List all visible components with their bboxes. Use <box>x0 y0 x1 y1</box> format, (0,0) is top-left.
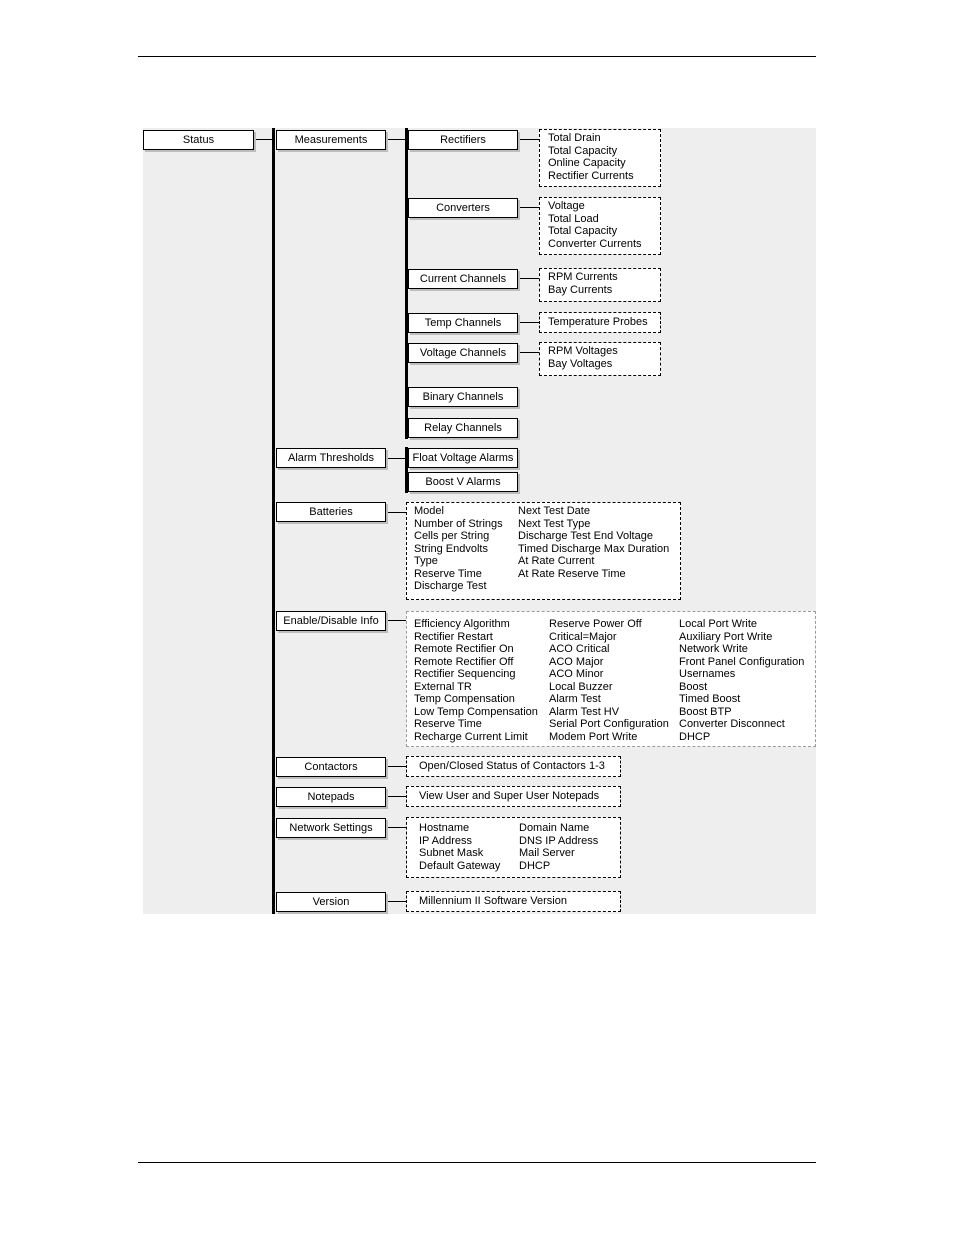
boost-v-alarms-node: Boost V Alarms <box>408 472 518 492</box>
detail-item: Boost BTP <box>679 705 732 718</box>
detail-item: Network Write <box>679 643 748 655</box>
detail-item: RPM Currents <box>548 271 618 283</box>
enable-disable-info-node: Enable/Disable Info <box>276 611 386 631</box>
connector <box>386 512 407 513</box>
network-settings-col2 <box>519 822 598 872</box>
detail-item: External TR <box>414 680 472 693</box>
detail-item: Bay Voltages <box>548 357 613 370</box>
batteries-details-col2 <box>518 505 669 580</box>
connector <box>386 796 407 797</box>
measurements-node: Measurements <box>276 130 386 150</box>
detail-item: Converter Disconnect <box>679 718 785 730</box>
detail-item: Total Drain <box>548 132 601 144</box>
version-node: Version <box>276 892 386 912</box>
float-voltage-alarms-node: Float Voltage Alarms <box>408 448 518 468</box>
detail-item: At Rate Current <box>518 555 595 567</box>
detail-item: Reserve Power Off <box>549 618 642 630</box>
detail-item: Rectifier Sequencing <box>414 668 516 680</box>
batteries-details <box>406 502 681 600</box>
detail-item: Alarm Test <box>549 693 601 705</box>
enable-disable-col1 <box>414 618 538 743</box>
voltage-channels-node: Voltage Channels <box>408 343 518 363</box>
detail-item: String Endvolts <box>414 542 488 555</box>
network-settings-node: Network Settings <box>276 818 386 838</box>
detail-item: Local Port Write <box>679 618 758 630</box>
detail-item: Voltage <box>548 200 585 212</box>
voltage-channels-details <box>539 342 661 376</box>
detail-item: Timed Discharge Max Duration <box>518 542 670 555</box>
detail-item: View User and Super User Notepads <box>419 790 600 803</box>
detail-item: At Rate Reserve Time <box>518 567 626 580</box>
detail-item: Subnet Mask <box>419 847 484 859</box>
detail-item: Low Temp Compensation <box>414 705 538 718</box>
connector <box>518 352 539 353</box>
detail-item: ACO Minor <box>549 668 604 680</box>
detail-item: Millennium II Software Version <box>419 895 567 908</box>
converters-details <box>539 197 661 255</box>
network-settings-details <box>406 817 621 878</box>
connector <box>518 207 539 208</box>
detail-item: Front Panel Configuration <box>679 655 805 668</box>
detail-item: Discharge Test End Voltage <box>518 530 653 542</box>
detail-item: Remote Rectifier Off <box>414 655 514 668</box>
detail-item: Remote Rectifier On <box>414 643 514 655</box>
detail-item: Serial Port Configuration <box>549 718 669 730</box>
detail-item: Model <box>414 505 444 517</box>
header-rule <box>138 56 816 57</box>
batteries-node: Batteries <box>276 502 386 522</box>
detail-item: Mail Server <box>519 847 575 859</box>
batteries-details-col1 <box>414 505 503 593</box>
detail-item: Temp Compensation <box>414 693 515 705</box>
contactors-node: Contactors <box>276 757 386 777</box>
detail-item: Open/Closed Status of Contactors 1-3 <box>419 760 605 773</box>
enable-disable-details <box>406 611 816 747</box>
connector <box>386 766 407 767</box>
detail-item: Next Test Type <box>518 517 591 530</box>
detail-item: Hostname <box>419 822 470 834</box>
detail-item: Total Capacity <box>548 144 618 157</box>
detail-item: Next Test Date <box>518 505 590 517</box>
detail-item: Modem Port Write <box>549 730 638 743</box>
connector <box>386 458 406 459</box>
detail-item: Type <box>414 555 438 567</box>
alarm-thresholds-node: Alarm Thresholds <box>276 448 386 468</box>
rectifiers-node: Rectifiers <box>408 130 518 150</box>
detail-item: Discharge Test <box>414 580 487 592</box>
enable-disable-col2 <box>549 618 669 743</box>
detail-item: IP Address <box>419 834 472 847</box>
connector <box>386 901 407 902</box>
detail-item: Total Capacity <box>548 225 618 237</box>
detail-item: Efficiency Algorithm <box>414 618 510 630</box>
detail-item: ACO Major <box>549 655 604 668</box>
network-settings-col1 <box>419 822 500 872</box>
binary-channels-node: Binary Channels <box>408 387 518 407</box>
detail-item: Default Gateway <box>419 859 501 872</box>
level-1-bar <box>272 128 275 914</box>
detail-item: Number of Strings <box>414 517 503 530</box>
detail-item: Cells per String <box>414 530 490 542</box>
detail-item: Temperature Probes <box>548 316 648 329</box>
detail-item: Domain Name <box>519 822 590 834</box>
rectifiers-details <box>539 129 661 187</box>
enable-disable-col3 <box>679 618 804 743</box>
detail-item: Rectifier Currents <box>548 169 634 182</box>
notepads-node: Notepads <box>276 787 386 807</box>
detail-item: ACO Critical <box>549 643 610 655</box>
relay-channels-node: Relay Channels <box>408 418 518 438</box>
footer-rule <box>138 1162 816 1163</box>
detail-item: Recharge Current Limit <box>414 730 528 743</box>
current-channels-node: Current Channels <box>408 269 518 289</box>
detail-item: DHCP <box>519 859 551 872</box>
detail-item: Local Buzzer <box>549 680 613 693</box>
detail-item: Usernames <box>679 668 736 680</box>
detail-item: DHCP <box>679 730 711 743</box>
temp-channels-node: Temp Channels <box>408 313 518 333</box>
detail-item: Alarm Test HV <box>549 705 620 718</box>
detail-item: Auxiliary Port Write <box>679 630 773 643</box>
detail-item: Converter Currents <box>548 237 642 250</box>
connector <box>518 322 539 323</box>
temp-channels-details <box>539 312 661 333</box>
connector <box>386 827 407 828</box>
detail-item: DNS IP Address <box>519 834 599 847</box>
detail-item: Bay Currents <box>548 283 613 296</box>
connector <box>254 139 273 140</box>
connector <box>518 278 539 279</box>
current-channels-details <box>539 268 661 302</box>
connector <box>518 139 539 140</box>
detail-item: Reserve Time <box>414 718 482 730</box>
notepads-details <box>406 786 621 807</box>
connector <box>386 139 406 140</box>
status-node: Status <box>143 130 254 150</box>
detail-item: Rectifier Restart <box>414 630 493 643</box>
detail-item: Timed Boost <box>679 693 741 705</box>
detail-item: Boost <box>679 680 708 693</box>
connector <box>386 620 407 621</box>
version-details <box>406 891 621 912</box>
detail-item: Critical=Major <box>549 630 617 643</box>
detail-item: Reserve Time <box>414 567 482 580</box>
detail-item: RPM Voltages <box>548 345 618 357</box>
detail-item: Online Capacity <box>548 157 626 169</box>
contactors-details <box>406 756 621 777</box>
converters-node: Converters <box>408 198 518 218</box>
detail-item: Total Load <box>548 212 599 225</box>
